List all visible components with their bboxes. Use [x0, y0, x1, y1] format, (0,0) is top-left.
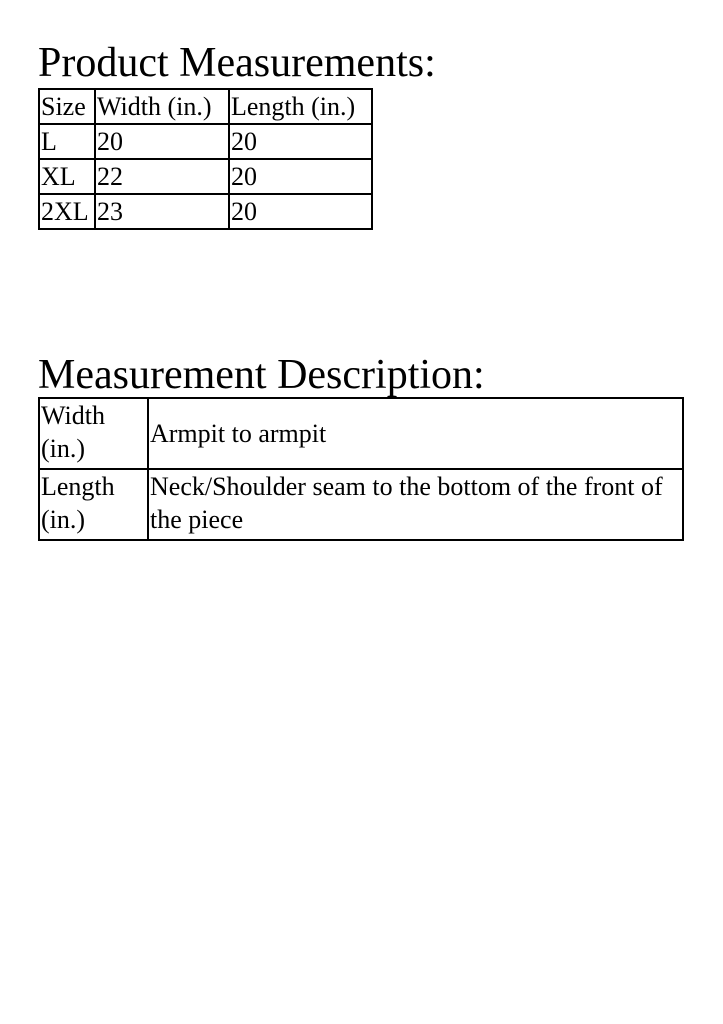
definition-cell: Neck/Shoulder seam to the bottom of the front of the piece: [148, 469, 683, 540]
table-row: [39, 469, 683, 540]
size-cell: L: [39, 124, 95, 159]
size-cell: XL: [39, 159, 95, 194]
width-cell: 22: [95, 159, 229, 194]
length-cell: 20: [229, 124, 372, 159]
table-row: [39, 124, 372, 159]
length-cell: 20: [229, 159, 372, 194]
width-cell: 23: [95, 194, 229, 229]
measurement-description-table: [38, 397, 684, 541]
term-cell: Length (in.): [39, 469, 148, 540]
definition-cell: Armpit to armpit: [148, 398, 683, 469]
header-width: Width (in.): [95, 89, 229, 124]
header-size: Size: [39, 89, 95, 124]
table-row: [39, 398, 683, 469]
table-row: [39, 159, 372, 194]
length-cell: 20: [229, 194, 372, 229]
table-header-row: [39, 89, 372, 124]
product-measurements-table: [38, 88, 373, 230]
width-cell: 20: [95, 124, 229, 159]
size-cell: 2XL: [39, 194, 95, 229]
header-length: Length (in.): [229, 89, 372, 124]
product-measurements-heading: Product Measurements:: [38, 40, 436, 86]
term-cell: Width (in.): [39, 398, 148, 469]
measurement-description-heading: Measurement Description:: [38, 352, 485, 398]
table-row: [39, 194, 372, 229]
